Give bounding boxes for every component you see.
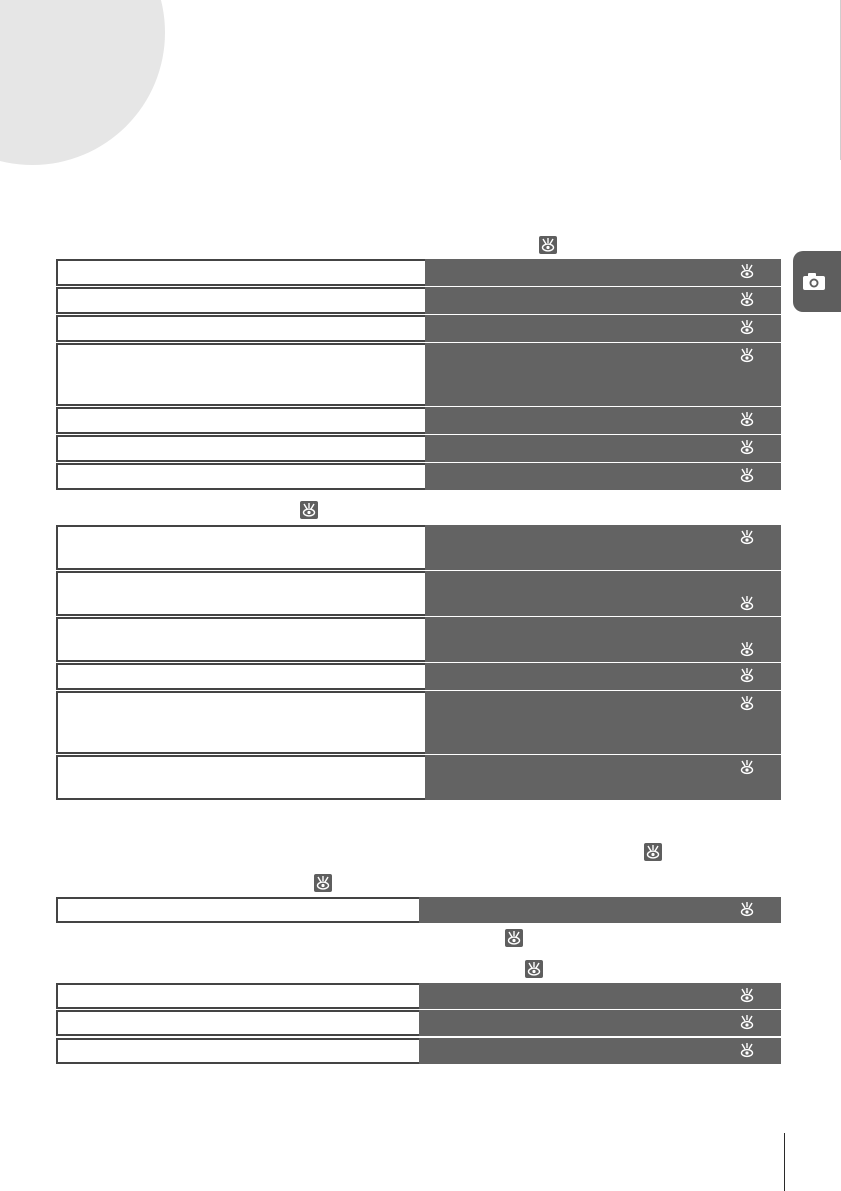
camera-tab[interactable] bbox=[793, 251, 841, 312]
row-label-cell bbox=[56, 259, 425, 286]
row-value-cell bbox=[425, 343, 781, 406]
table-row bbox=[56, 571, 781, 616]
eye-icon bbox=[739, 760, 755, 775]
row-value-cell bbox=[425, 571, 781, 616]
row-label-cell bbox=[56, 983, 419, 1009]
table-row bbox=[56, 1010, 781, 1036]
table-row bbox=[56, 407, 781, 434]
reference-icon bbox=[505, 929, 523, 947]
table-row bbox=[56, 663, 781, 690]
row-label-cell bbox=[56, 691, 425, 754]
table-row bbox=[56, 435, 781, 462]
row-value-cell bbox=[425, 407, 781, 434]
row-label-cell bbox=[56, 343, 425, 406]
reference-icon bbox=[644, 843, 662, 861]
eye-icon bbox=[739, 530, 755, 545]
table-row bbox=[56, 1038, 781, 1064]
table-row bbox=[56, 897, 781, 923]
eye-icon bbox=[739, 668, 755, 683]
eye-icon bbox=[739, 1043, 755, 1058]
eye-icon bbox=[739, 1015, 755, 1030]
reference-icon bbox=[300, 501, 318, 519]
row-value-cell bbox=[425, 525, 781, 570]
row-label-cell bbox=[56, 1010, 419, 1036]
eye-icon bbox=[739, 348, 755, 363]
row-value-cell bbox=[425, 287, 781, 314]
row-label-cell bbox=[56, 755, 425, 800]
table-row bbox=[56, 259, 781, 286]
row-label-cell bbox=[56, 435, 425, 462]
row-label-cell bbox=[56, 463, 425, 490]
row-value-cell bbox=[419, 983, 781, 1009]
eye-icon bbox=[739, 320, 755, 335]
corner-decoration bbox=[0, 0, 165, 165]
row-value-cell bbox=[425, 435, 781, 462]
table-row bbox=[56, 463, 781, 490]
row-value-cell bbox=[425, 663, 781, 690]
eye-icon bbox=[739, 440, 755, 455]
row-label-cell bbox=[56, 617, 425, 662]
row-value-cell bbox=[425, 755, 781, 800]
reference-icon bbox=[525, 960, 543, 978]
row-label-cell bbox=[56, 407, 425, 434]
row-label-cell bbox=[56, 663, 425, 690]
row-label-cell bbox=[56, 525, 425, 570]
eye-icon bbox=[739, 264, 755, 279]
eye-icon bbox=[739, 902, 755, 917]
row-label-cell bbox=[56, 315, 425, 342]
row-value-cell bbox=[419, 1010, 781, 1036]
eye-icon bbox=[739, 596, 755, 611]
table-row bbox=[56, 287, 781, 314]
row-value-cell bbox=[425, 691, 781, 754]
row-value-cell bbox=[425, 463, 781, 490]
eye-icon bbox=[739, 412, 755, 427]
eye-icon bbox=[739, 468, 755, 483]
row-label-cell bbox=[56, 897, 419, 923]
row-value-cell bbox=[419, 897, 781, 923]
row-label-cell bbox=[56, 287, 425, 314]
row-value-cell bbox=[425, 315, 781, 342]
eye-icon bbox=[739, 292, 755, 307]
table-row bbox=[56, 755, 781, 800]
eye-icon bbox=[739, 642, 755, 657]
row-label-cell bbox=[56, 1038, 419, 1064]
table-row bbox=[56, 525, 781, 570]
table-row bbox=[56, 315, 781, 342]
page-number-rule bbox=[784, 1133, 785, 1191]
row-value-cell bbox=[419, 1038, 781, 1064]
reference-icon bbox=[314, 874, 332, 892]
reference-icon bbox=[539, 236, 557, 254]
eye-icon bbox=[739, 696, 755, 711]
row-value-cell bbox=[425, 617, 781, 662]
table-row bbox=[56, 343, 781, 406]
row-value-cell bbox=[425, 259, 781, 286]
eye-icon bbox=[739, 988, 755, 1003]
table-row bbox=[56, 617, 781, 662]
row-label-cell bbox=[56, 571, 425, 616]
table-row bbox=[56, 691, 781, 754]
table-row bbox=[56, 983, 781, 1009]
camera-icon bbox=[801, 272, 833, 292]
